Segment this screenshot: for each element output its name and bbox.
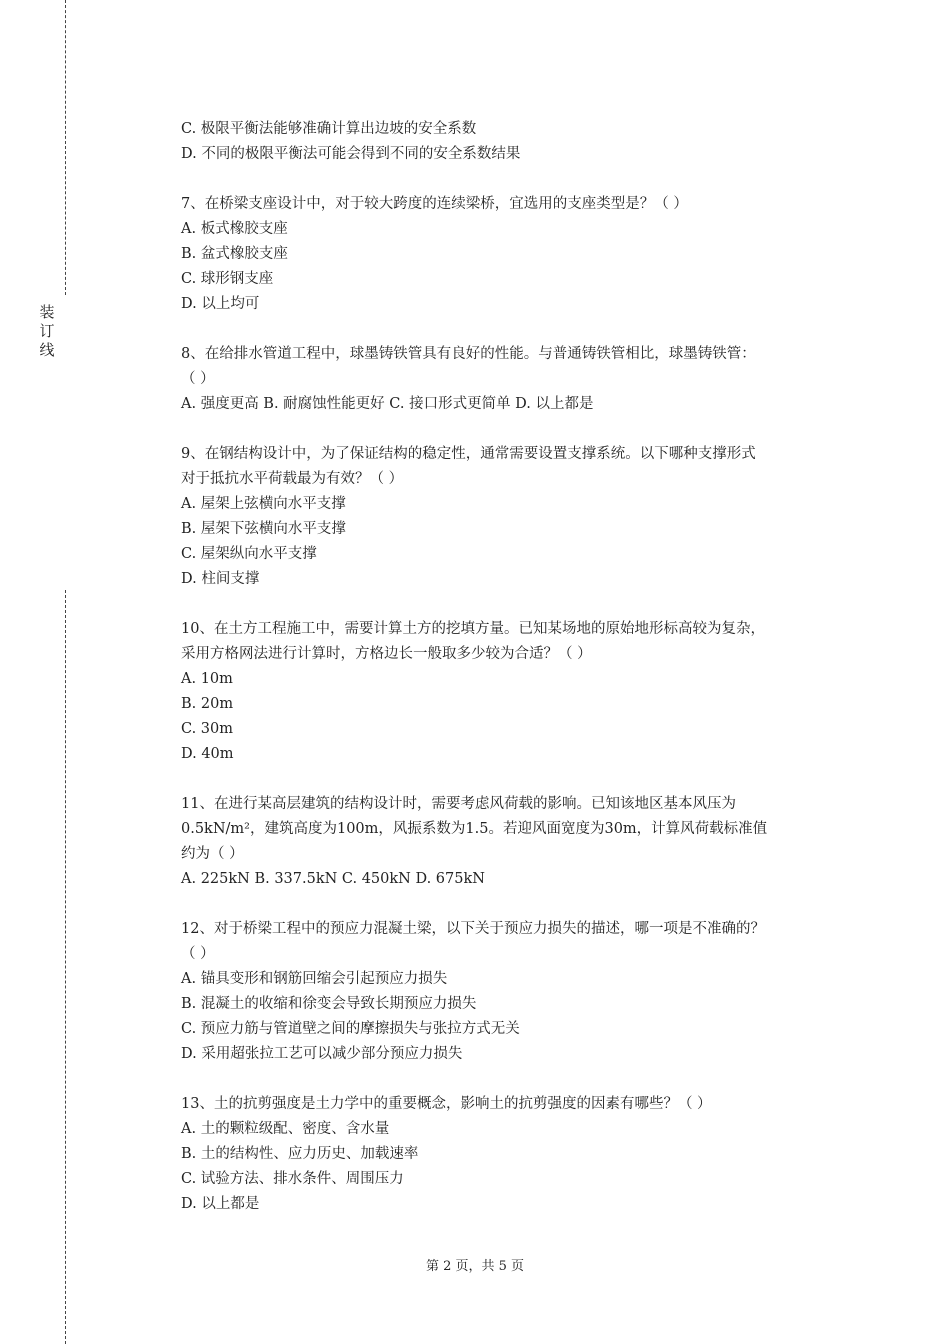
text-line: B. 盆式橡胶支座	[181, 246, 288, 262]
text-line: A. 10m	[181, 671, 233, 687]
spacer	[181, 767, 861, 792]
text-line: C. 球形钢支座	[181, 271, 274, 287]
text-line: A. 土的颗粒级配、密度、含水量	[181, 1121, 390, 1137]
text-line: D. 不同的极限平衡法可能会得到不同的安全系数结果	[181, 146, 521, 162]
binding-line-bottom	[65, 590, 66, 1344]
text-line: A. 板式橡胶支座	[181, 221, 288, 237]
spacer	[181, 317, 861, 342]
binding-label-char: 装	[39, 303, 55, 321]
text-line: 11、在进行某高层建筑的结构设计时，需要考虑风荷载的影响。已知该地区基本风压为	[181, 796, 736, 812]
text-line: 0.5kN/m²，建筑高度为100m，风振系数为1.5。若迎风面宽度为30m，计算风荷载标准值	[181, 821, 768, 837]
text-line: 约为（ ）	[181, 846, 244, 862]
text-line: B. 屋架下弦横向水平支撑	[181, 521, 346, 537]
text-line: D. 以上都是	[181, 1196, 260, 1212]
text-line: D. 以上均可	[181, 296, 260, 312]
text-line: D. 40m	[181, 746, 234, 762]
text-line: A. 225kN B. 337.5kN C. 450kN D. 675kN	[181, 871, 485, 887]
text-line: 8、在给排水管道工程中，球墨铸铁管具有良好的性能。与普通铸铁管相比，球墨铸铁管：	[181, 346, 756, 362]
spacer	[181, 892, 861, 917]
text-line: A. 锚具变形和钢筋回缩会引起预应力损失	[181, 971, 448, 987]
binding-label	[38, 303, 56, 360]
binding-line-top	[65, 0, 66, 295]
text-line: B. 20m	[181, 696, 234, 712]
text-line: C. 极限平衡法能够准确计算出边坡的安全系数	[181, 121, 477, 137]
text-line: 10、在土方工程施工中，需要计算土方的挖填方量。已知某场地的原始地形标高较为复杂，	[181, 621, 765, 637]
text-line: A. 屋架上弦横向水平支撑	[181, 496, 346, 512]
text-line: A. 强度更高 B. 耐腐蚀性能更好 C. 接口形式更简单 D. 以上都是	[181, 396, 594, 412]
spacer	[181, 417, 861, 442]
page-footer: 第 2 页，共 5 页	[425, 1259, 525, 1274]
text-line: D. 柱间支撑	[181, 571, 260, 587]
text-line: 9、在钢结构设计中，为了保证结构的稳定性，通常需要设置支撑系统。以下哪种支撑形式	[181, 446, 756, 462]
spacer	[181, 592, 861, 617]
text-line: （ ）	[181, 371, 215, 387]
text-line: （ ）	[181, 946, 215, 962]
text-line: C. 预应力筋与管道壁之间的摩擦损失与张拉方式无关	[181, 1021, 520, 1037]
text-line: 对于抵抗水平荷载最为有效？（ ）	[181, 471, 404, 487]
binding-label-char: 线	[39, 341, 55, 359]
spacer	[181, 1067, 861, 1092]
text-line: C. 屋架纵向水平支撑	[181, 546, 317, 562]
text-line: 7、在桥梁支座设计中，对于较大跨度的连续梁桥，宜选用的支座类型是？（ ）	[181, 196, 688, 212]
text-line: C. 30m	[181, 721, 233, 737]
text-line: B. 混凝土的收缩和徐变会导致长期预应力损失	[181, 996, 477, 1012]
text-line: C. 试验方法、排水条件、周围压力	[181, 1171, 404, 1187]
binding-label-char: 订	[39, 322, 55, 340]
text-line: B. 土的结构性、应力历史、加载速率	[181, 1146, 419, 1162]
text-line: 13、土的抗剪强度是土力学中的重要概念，影响土的抗剪强度的因素有哪些？（ ）	[181, 1096, 712, 1112]
spacer	[181, 167, 861, 192]
question-content	[181, 117, 861, 1217]
text-line: 12、对于桥梁工程中的预应力混凝土梁，以下关于预应力损失的描述，哪一项是不准确的？	[181, 921, 765, 937]
text-line: 采用方格网法进行计算时，方格边长一般取多少较为合适？（ ）	[181, 646, 592, 662]
text-line: D. 采用超张拉工艺可以减少部分预应力损失	[181, 1046, 463, 1062]
